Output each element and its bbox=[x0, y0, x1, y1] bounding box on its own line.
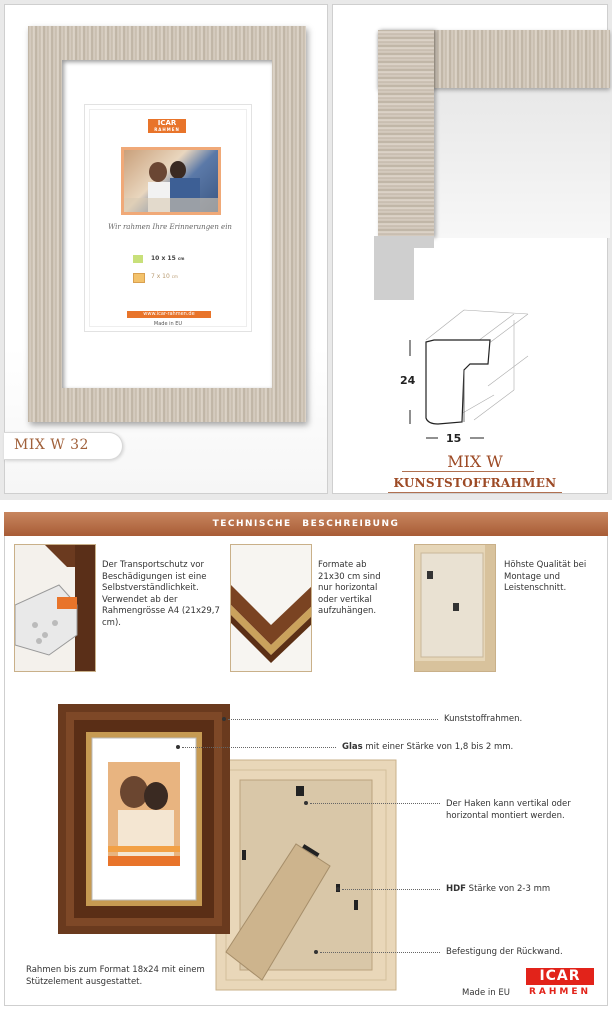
callout-line-hook bbox=[310, 803, 440, 804]
callout-dot-frame bbox=[222, 717, 226, 721]
series-title: MIX W bbox=[447, 452, 503, 471]
feature-text-formats: Formate ab 21x30 cm sind nur horizontal oder vertikal aufzuhängen. bbox=[318, 560, 381, 616]
profile-sketch-drawing bbox=[404, 300, 604, 450]
size-label-secondary: 7 x 10 cm bbox=[151, 273, 178, 280]
feature-thumb-transport bbox=[14, 544, 96, 672]
sample-made-in: Made in EU bbox=[153, 321, 183, 327]
dimension-height: 24 bbox=[400, 374, 416, 387]
title-rule-bottom bbox=[388, 492, 562, 493]
sample-insert-card bbox=[84, 104, 252, 332]
callout-hdf: HDF Stärke von 2-3 mm bbox=[446, 884, 551, 894]
callout-hook: Der Haken kann vertikal oder horizontal montiert werden. bbox=[446, 799, 571, 821]
profile-section-lip bbox=[406, 236, 434, 248]
icar-logo: ICAR RAHMEN bbox=[526, 968, 594, 998]
feature-text-transport: Der Transportschutz vor Beschädigungen ist eine Selbstverständlichkeit. Verwendet ab der Rahmengrösse A4 (21x29,7 cm). bbox=[102, 560, 220, 628]
technical-header: TECHNISCHE BESCHREIBUNG bbox=[4, 512, 608, 536]
callout-backing: Befestigung der Rückwand. bbox=[446, 947, 563, 957]
corner-mirror-area bbox=[434, 88, 610, 238]
size-swatch-primary bbox=[133, 255, 143, 263]
callout-dot-hook bbox=[304, 801, 308, 805]
callout-line-hdf bbox=[342, 889, 440, 890]
sample-couple-photo bbox=[121, 147, 221, 215]
sample-url-bar: www.icar-rahmen.de bbox=[127, 311, 211, 318]
feature-thumb-back bbox=[414, 544, 496, 672]
callout-dot-glass bbox=[176, 745, 180, 749]
sample-script-text: Wir rahmen Ihre Erinnerungen ein bbox=[108, 223, 232, 231]
model-label: MIX W 32 bbox=[14, 437, 89, 453]
callout-dot-hdf bbox=[336, 887, 340, 891]
feature-text-quality: Höhste Qualität bei Montage und Leistenschnitt. bbox=[504, 560, 587, 593]
dimension-width: 15 bbox=[446, 432, 462, 445]
frame-inner-mat bbox=[62, 60, 272, 388]
callout-glass: Glas mit einer Stärke von 1,8 bis 2 mm. bbox=[342, 742, 514, 752]
callout-line-frame bbox=[228, 719, 438, 720]
feature-thumb-corner bbox=[230, 544, 312, 672]
callout-stand: Rahmen bis zum Format 18x24 mit einem Stützelement ausgestattet. bbox=[26, 965, 205, 987]
callout-frame: Kunststoffrahmen. bbox=[444, 714, 523, 724]
model-tab bbox=[4, 432, 123, 460]
made-in-eu: Made in EU bbox=[462, 988, 510, 998]
material-title: KUNSTSTOFFRAHMEN bbox=[393, 476, 557, 490]
size-swatch-secondary bbox=[133, 273, 145, 283]
callout-line-glass bbox=[182, 747, 336, 748]
callout-line-backing bbox=[320, 952, 440, 953]
sample-logo: ICAR RAHMEN bbox=[148, 119, 186, 133]
title-rule-top bbox=[402, 471, 534, 472]
size-label-primary: 10 x 15 cm bbox=[151, 255, 185, 262]
product-frame-image bbox=[28, 26, 306, 422]
corner-detail-left-bar bbox=[378, 30, 434, 238]
callout-dot-backing bbox=[314, 950, 318, 954]
